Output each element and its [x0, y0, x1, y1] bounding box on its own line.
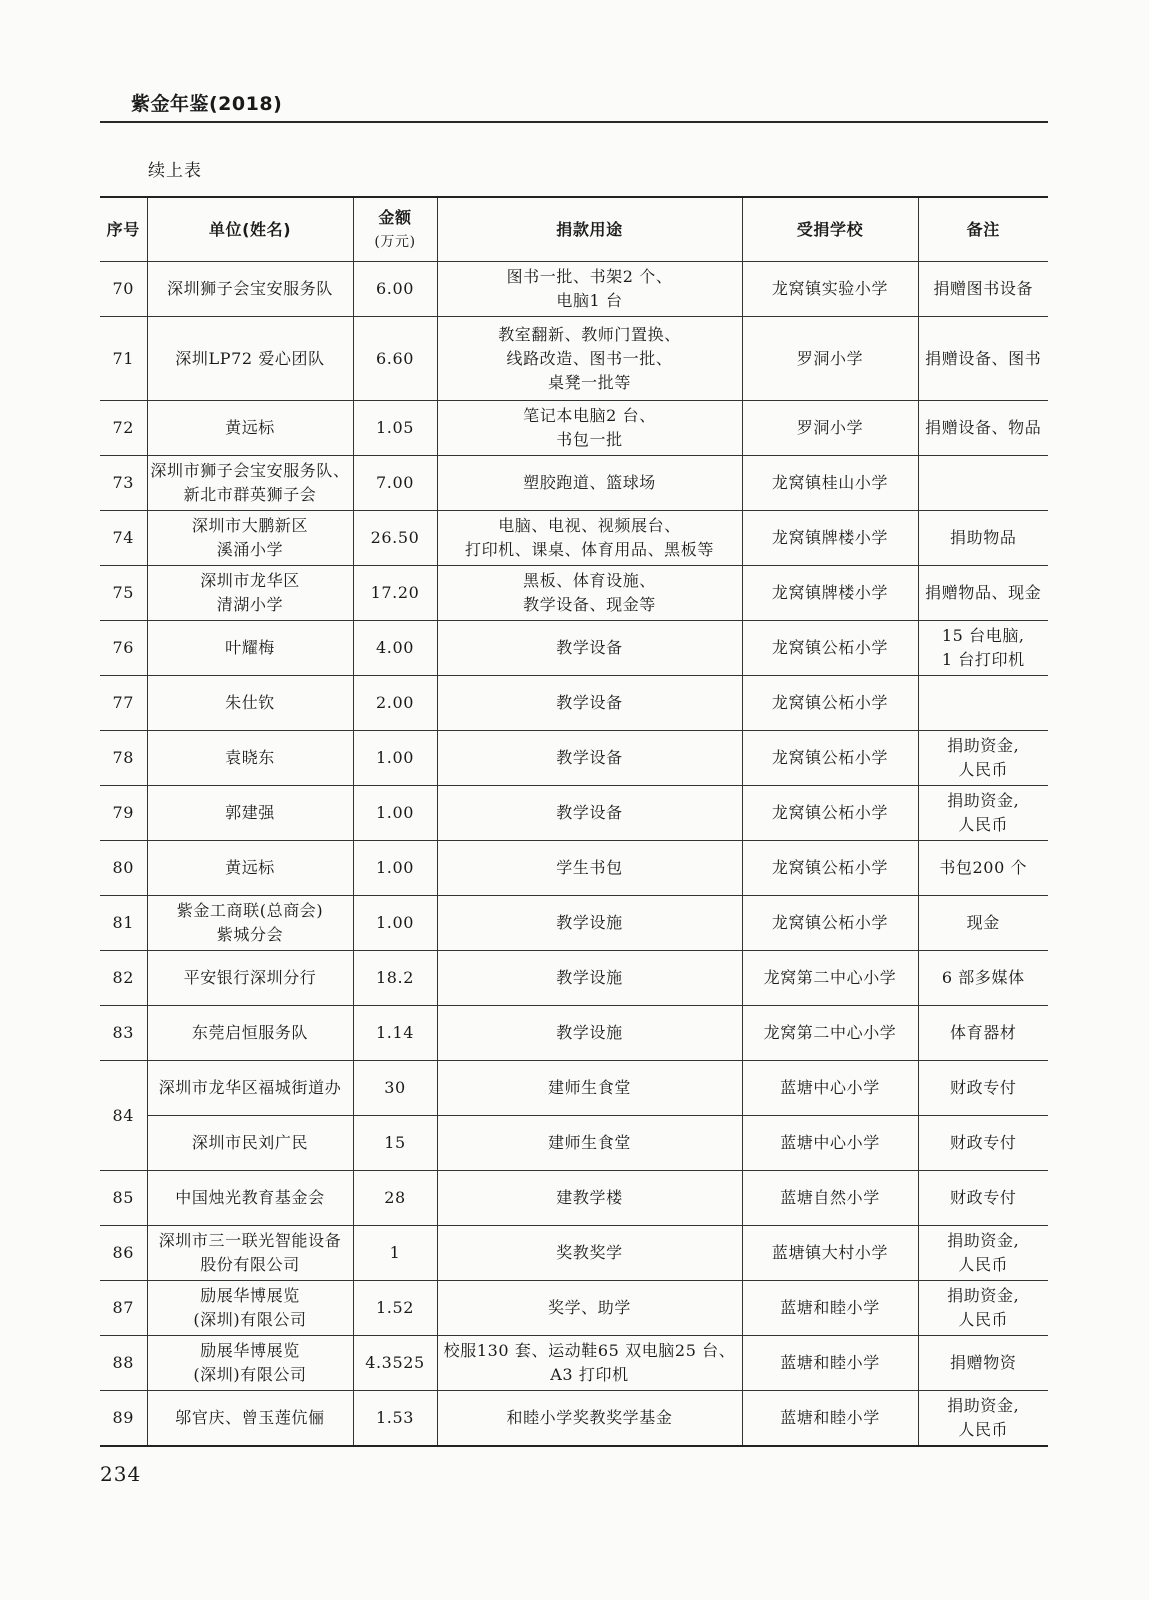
cell-purpose: 教学设施 [437, 896, 742, 951]
cell-amount: 1.14 [353, 1006, 437, 1061]
cell-school: 龙窝镇实验小学 [742, 262, 918, 317]
cell-unit: 深圳市大鹏新区 溪涌小学 [147, 511, 353, 566]
cell-school: 龙窝镇桂山小学 [742, 456, 918, 511]
donation-table [100, 196, 1048, 1447]
table-row [100, 676, 1048, 731]
table-row [100, 401, 1048, 456]
cell-note: 捐助物品 [918, 511, 1048, 566]
running-head-title: 紫金年鉴(2018) [131, 93, 283, 115]
cell-school: 蓝塘和睦小学 [742, 1391, 918, 1446]
cell-amount: 26.50 [353, 511, 437, 566]
cell-no: 89 [100, 1391, 147, 1446]
cell-unit: 深圳LP72 爱心团队 [147, 317, 353, 401]
table-row [100, 1006, 1048, 1061]
cell-unit: 平安银行深圳分行 [147, 951, 353, 1006]
header-no: 序号 [100, 197, 147, 262]
cell-purpose: 和睦小学奖教奖学基金 [437, 1391, 742, 1446]
cell-unit: 深圳市龙华区 清湖小学 [147, 566, 353, 621]
cell-amount: 1.53 [353, 1391, 437, 1446]
cell-unit: 袁晓东 [147, 731, 353, 786]
cell-school: 龙窝镇公柘小学 [742, 621, 918, 676]
table-row [100, 566, 1048, 621]
cell-unit: 朱仕钦 [147, 676, 353, 731]
cell-note: 现金 [918, 896, 1048, 951]
table-row [100, 1226, 1048, 1281]
cell-no: 72 [100, 401, 147, 456]
cell-school: 蓝塘和睦小学 [742, 1281, 918, 1336]
cell-school: 蓝塘和睦小学 [742, 1336, 918, 1391]
cell-purpose: 笔记本电脑2 台、 书包一批 [437, 401, 742, 456]
table-row [100, 621, 1048, 676]
cell-no: 80 [100, 841, 147, 896]
cell-purpose: 教学设施 [437, 951, 742, 1006]
cell-no: 79 [100, 786, 147, 841]
header-note: 备注 [918, 197, 1048, 262]
cell-school: 龙窝镇公柘小学 [742, 731, 918, 786]
cell-no: 88 [100, 1336, 147, 1391]
cell-note: 捐助资金, 人民币 [918, 1226, 1048, 1281]
header-purpose: 捐款用途 [437, 197, 742, 262]
header-amount [353, 197, 437, 262]
cell-no: 82 [100, 951, 147, 1006]
cell-no: 83 [100, 1006, 147, 1061]
cell-no: 77 [100, 676, 147, 731]
cell-amount: 1.00 [353, 731, 437, 786]
cell-no: 73 [100, 456, 147, 511]
cell-note: 财政专付 [918, 1061, 1048, 1116]
table-caption: 续上表 [148, 161, 202, 181]
cell-school: 蓝塘中心小学 [742, 1116, 918, 1171]
cell-note: 捐赠设备、图书 [918, 317, 1048, 401]
cell-amount: 15 [353, 1116, 437, 1171]
cell-unit: 紫金工商联(总商会) 紫城分会 [147, 896, 353, 951]
donation-table-wrapper [100, 196, 1048, 1447]
table-row [100, 511, 1048, 566]
table-row [100, 731, 1048, 786]
cell-school: 蓝塘镇大村小学 [742, 1226, 918, 1281]
table-row [100, 841, 1048, 896]
cell-school: 龙窝镇公柘小学 [742, 786, 918, 841]
cell-amount: 1.00 [353, 786, 437, 841]
header-school: 受捐学校 [742, 197, 918, 262]
cell-note: 捐赠物品、现金 [918, 566, 1048, 621]
cell-unit: 深圳市三一联光智能设备 股份有限公司 [147, 1226, 353, 1281]
table-row [100, 1336, 1048, 1391]
table-row [100, 896, 1048, 951]
table-row [100, 317, 1048, 401]
cell-note: 财政专付 [918, 1171, 1048, 1226]
table-row [100, 1061, 1048, 1116]
cell-amount: 1.05 [353, 401, 437, 456]
cell-note: 财政专付 [918, 1116, 1048, 1171]
cell-note: 体育器材 [918, 1006, 1048, 1061]
cell-purpose: 校服130 套、运动鞋65 双电脑25 台、 A3 打印机 [437, 1336, 742, 1391]
cell-amount: 1.52 [353, 1281, 437, 1336]
cell-school: 蓝塘自然小学 [742, 1171, 918, 1226]
cell-unit: 深圳市民刘广民 [147, 1116, 353, 1171]
cell-no: 75 [100, 566, 147, 621]
cell-amount: 4.3525 [353, 1336, 437, 1391]
cell-school: 罗洞小学 [742, 317, 918, 401]
table-row [100, 951, 1048, 1006]
cell-school: 龙窝镇牌楼小学 [742, 511, 918, 566]
cell-no: 70 [100, 262, 147, 317]
cell-purpose: 电脑、电视、视频展台、 打印机、课桌、体育用品、黑板等 [437, 511, 742, 566]
cell-school: 龙窝镇公柘小学 [742, 896, 918, 951]
cell-unit: 东莞启恒服务队 [147, 1006, 353, 1061]
header-amount-unit: (万元) [374, 233, 416, 250]
cell-note: 15 台电脑, 1 台打印机 [918, 621, 1048, 676]
cell-unit: 励展华博展览 (深圳)有限公司 [147, 1281, 353, 1336]
cell-purpose: 学生书包 [437, 841, 742, 896]
cell-amount: 6.00 [353, 262, 437, 317]
cell-no: 81 [100, 896, 147, 951]
cell-no: 86 [100, 1226, 147, 1281]
cell-purpose: 教学设备 [437, 731, 742, 786]
cell-school: 龙窝镇牌楼小学 [742, 566, 918, 621]
cell-purpose: 建教学楼 [437, 1171, 742, 1226]
cell-unit: 深圳狮子会宝安服务队 [147, 262, 353, 317]
table-row [100, 1171, 1048, 1226]
cell-purpose: 图书一批、书架2 个、 电脑1 台 [437, 262, 742, 317]
table-body [100, 262, 1048, 1446]
cell-note [918, 676, 1048, 731]
cell-amount: 2.00 [353, 676, 437, 731]
cell-amount: 1.00 [353, 841, 437, 896]
header-unit: 单位(姓名) [147, 197, 353, 262]
table-row [100, 1116, 1048, 1171]
cell-purpose: 教学设备 [437, 676, 742, 731]
cell-note: 捐助资金, 人民币 [918, 1391, 1048, 1446]
cell-school: 龙窝第二中心小学 [742, 1006, 918, 1061]
cell-note: 捐助资金, 人民币 [918, 1281, 1048, 1336]
cell-no: 71 [100, 317, 147, 401]
cell-note [918, 456, 1048, 511]
header-row [100, 197, 1048, 262]
cell-school: 龙窝第二中心小学 [742, 951, 918, 1006]
cell-unit: 邬官庆、曾玉莲伉俪 [147, 1391, 353, 1446]
header-rule [100, 121, 1048, 123]
cell-purpose: 教室翻新、教师门置换、 线路改造、图书一批、 桌凳一批等 [437, 317, 742, 401]
cell-note: 捐赠设备、物品 [918, 401, 1048, 456]
cell-amount: 28 [353, 1171, 437, 1226]
cell-unit: 励展华博展览 (深圳)有限公司 [147, 1336, 353, 1391]
cell-note: 捐赠物资 [918, 1336, 1048, 1391]
cell-unit: 深圳市龙华区福城街道办 [147, 1061, 353, 1116]
cell-purpose: 黑板、体育设施、 教学设备、现金等 [437, 566, 742, 621]
cell-purpose: 教学设备 [437, 786, 742, 841]
cell-school: 罗洞小学 [742, 401, 918, 456]
cell-amount: 7.00 [353, 456, 437, 511]
cell-school: 龙窝镇公柘小学 [742, 841, 918, 896]
table-row [100, 1391, 1048, 1446]
cell-unit: 深圳市狮子会宝安服务队、 新北市群英狮子会 [147, 456, 353, 511]
cell-note: 书包200 个 [918, 841, 1048, 896]
cell-purpose: 奖学、助学 [437, 1281, 742, 1336]
cell-unit: 黄远标 [147, 401, 353, 456]
table-row [100, 262, 1048, 317]
cell-amount: 1 [353, 1226, 437, 1281]
cell-amount: 30 [353, 1061, 437, 1116]
cell-no: 74 [100, 511, 147, 566]
cell-note: 捐赠图书设备 [918, 262, 1048, 317]
cell-unit: 叶耀梅 [147, 621, 353, 676]
cell-no: 78 [100, 731, 147, 786]
page-number: 234 [100, 1462, 142, 1486]
cell-note: 捐助资金, 人民币 [918, 786, 1048, 841]
cell-purpose: 塑胶跑道、篮球场 [437, 456, 742, 511]
table-row [100, 786, 1048, 841]
cell-amount: 18.2 [353, 951, 437, 1006]
cell-no: 87 [100, 1281, 147, 1336]
cell-amount: 17.20 [353, 566, 437, 621]
table-header [100, 197, 1048, 262]
cell-no: 76 [100, 621, 147, 676]
cell-amount: 1.00 [353, 896, 437, 951]
cell-purpose: 教学设施 [437, 1006, 742, 1061]
table-row [100, 456, 1048, 511]
cell-amount: 4.00 [353, 621, 437, 676]
header-amount-label: 金额 [378, 207, 412, 227]
cell-unit: 中国烛光教育基金会 [147, 1171, 353, 1226]
cell-note: 捐助资金, 人民币 [918, 731, 1048, 786]
table-row [100, 1281, 1048, 1336]
cell-purpose: 建师生食堂 [437, 1116, 742, 1171]
cell-unit: 黄远标 [147, 841, 353, 896]
cell-unit: 郭建强 [147, 786, 353, 841]
cell-purpose: 奖教奖学 [437, 1226, 742, 1281]
cell-purpose: 教学设备 [437, 621, 742, 676]
cell-purpose: 建师生食堂 [437, 1061, 742, 1116]
cell-school: 蓝塘中心小学 [742, 1061, 918, 1116]
cell-no: 85 [100, 1171, 147, 1226]
cell-no: 84 [100, 1061, 147, 1171]
cell-amount: 6.60 [353, 317, 437, 401]
cell-school: 龙窝镇公柘小学 [742, 676, 918, 731]
cell-note: 6 部多媒体 [918, 951, 1048, 1006]
